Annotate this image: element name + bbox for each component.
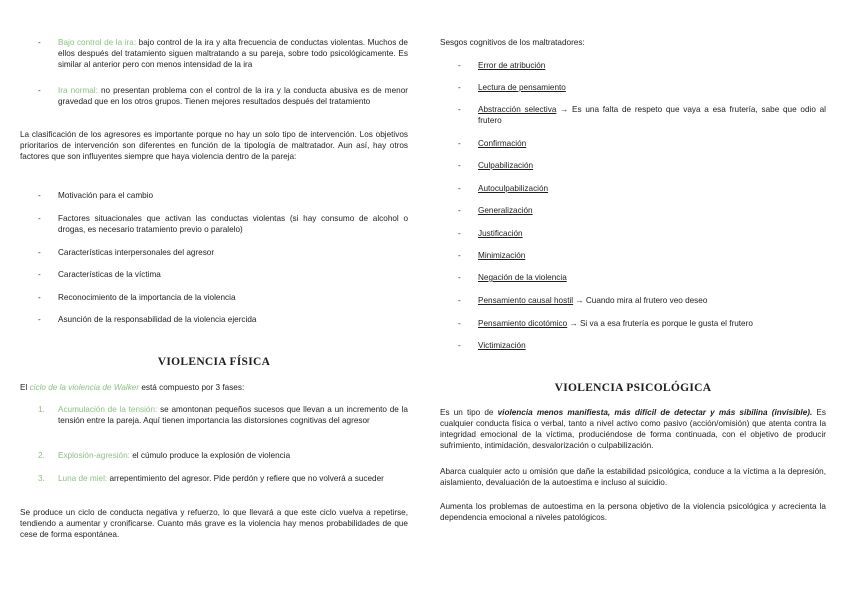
bullet-dash: - [458, 184, 461, 193]
bullet-dash: - [458, 296, 461, 305]
sesgo-term: Victimización [478, 341, 526, 350]
item-label: Acumulación de la tensión: [58, 405, 158, 414]
bullet-dash: - [458, 139, 461, 148]
item-number: 3. [38, 474, 45, 483]
sesgos-title: Sesgos cognitivos de los maltratadores: [440, 38, 585, 47]
sesgo-term: Justificación [478, 229, 523, 238]
item-number: 1. [38, 405, 45, 414]
bullet-dash: - [38, 191, 41, 200]
section-heading-fisica: VIOLENCIA FÍSICA [157, 356, 271, 368]
sesgo-term: Lectura de pensamiento [478, 83, 566, 92]
paragraph-clasificacion: La clasificación de los agresores es importante porque no hay un solo tipo de intervención. Los objetivos prioritarios de intervención son diferentes en función de la tipología de maltratador. Aun así, hay otros factores que son influyentes siempre que haya violencia dentro de la pareja: [20, 130, 408, 161]
sesgo-term: Abstracción selectiva [478, 105, 557, 114]
sesgo-term: Pensamiento dicotómico [478, 319, 568, 328]
bullet-dash: - [458, 251, 461, 260]
item-text: bajo control de la ira y alta frecuencia de conductas violentas. Muchos de ellos después del tratamiento siguen maltratando a su pareja, sobre todo psicológicamente. Es similar al anterior pero con menos intensidad de la ira [58, 38, 408, 69]
sesgo-item [440, 104, 826, 126]
item-text: Factores situacionales que activan las conductas violentas (si hay consumo de alcohol o drogas, es necesario tratamiento previo o paralelo) [58, 214, 408, 234]
paragraph-psico-3: Aumenta los problemas de autoestima en la persona objetivo de la violencia psicológica y acrecienta la dependencia emocional a niveles patológicos. [440, 502, 826, 522]
sesgo-item [440, 60, 826, 71]
list-item [20, 37, 408, 70]
paragraph-ciclo: Se produce un ciclo de conducta negativa y refuerzo, lo que llevará a que este ciclo vuelva a repetirse, tendiendo a aumentar y cronificarse. Cuanto más grave es la violencia hay menos probabilidades de que cese de forma espontánea. [20, 508, 408, 539]
bullet-dash: - [38, 38, 41, 47]
sesgo-item [440, 272, 826, 283]
sesgo-term: Negación de la violencia [478, 273, 567, 282]
item-text: se amontonan pequeños sucesos que llevan a un incremento de la tensión entre la pareja. Aquí tienen importancia las distorsiones cognitivas del agresor [58, 405, 408, 425]
numbered-item [20, 404, 408, 426]
sesgo-item [440, 183, 826, 194]
item-text: no presentan problema con el control de la ira y la conducta abusiva es de menor gravedad que en los otros grupos. Tienen mejores resultados después del tratamiento [58, 86, 408, 106]
list-item [20, 247, 408, 258]
bullet-dash: - [38, 315, 41, 324]
item-label: Bajo control de la ira: [58, 38, 137, 47]
sesgo-item [440, 205, 826, 216]
sesgo-term: Confirmación [478, 139, 527, 148]
intro-post: está compuesto por 3 fases: [139, 383, 245, 392]
list-item [20, 85, 408, 107]
item-text: Características de la víctima [58, 270, 161, 279]
numbered-item [20, 450, 408, 461]
sesgo-term: Error de atribución [478, 61, 546, 70]
item-text: arrepentimiento del agresor. Pide perdón y refiere que no volverá a suceder [107, 474, 384, 483]
bullet-dash: - [458, 61, 461, 70]
bullet-dash: - [38, 248, 41, 257]
section-heading-psicologica: VIOLENCIA PSICOLÓGICA [554, 382, 712, 394]
bullet-dash: - [38, 214, 41, 223]
bullet-dash: - [38, 86, 41, 95]
paragraph-ciclo-intro [20, 382, 408, 393]
bullet-dash: - [38, 293, 41, 302]
list-item [20, 213, 408, 235]
sesgo-item [440, 250, 826, 261]
psico-pre: Es un tipo de [440, 408, 498, 417]
sesgo-term: Culpabilización [478, 161, 534, 170]
bullet-dash: - [458, 83, 461, 92]
sesgo-example: → Es una falta de respeto que vaya a esa frutería, sabe que odio al frutero [478, 105, 826, 125]
item-label: Ira normal: [58, 86, 98, 95]
sesgo-term: Generalización [478, 206, 533, 215]
bullet-dash: - [458, 273, 461, 282]
sesgo-item [440, 228, 826, 239]
bullet-dash: - [458, 341, 461, 350]
item-text: el cúmulo produce la explosión de violencia [129, 451, 291, 460]
intro-italic: ciclo de la violencia de Walker [29, 383, 140, 392]
list-item [20, 190, 408, 201]
sesgo-item [440, 138, 826, 149]
bullet-dash: - [458, 206, 461, 215]
sesgo-term: Pensamiento causal hostil [478, 296, 574, 305]
bullet-dash: - [458, 161, 461, 170]
sesgo-item [440, 340, 826, 351]
list-item [20, 314, 408, 325]
list-item [20, 292, 408, 303]
intro-pre: El [20, 383, 30, 392]
sesgo-term: Autoculpabilización [478, 184, 549, 193]
psico-post: Es cualquier conducta física o verbal, tanto a nivel activo como pasivo (acción/omisión) que atenta contra la integridad emocional de la víctima, produciéndose de forma continuada, con el objetivo de producir sufrimiento, intimidación, desvalorización o culpabilización. [440, 408, 826, 450]
item-label: Luna de miel: [58, 474, 108, 483]
list-item [20, 269, 408, 280]
bullet-dash: - [458, 319, 461, 328]
sesgo-example: → Si va a esa frutería es porque le gusta el frutero [567, 319, 753, 328]
sesgo-term: Minimización [478, 251, 526, 260]
bullet-dash: - [458, 229, 461, 238]
sesgo-item [440, 295, 826, 306]
bullet-dash: - [38, 270, 41, 279]
item-text: Reconocimiento de la importancia de la violencia [58, 293, 236, 302]
numbered-item [20, 473, 408, 484]
item-number: 2. [38, 451, 45, 460]
bullet-dash: - [458, 105, 461, 114]
paragraph-psico-2: Abarca cualquier acto u omisión que dañe la estabilidad psicológica, conduce a la víctima a la depresión, aislamiento, devaluación de la autoestima e incluso al suicidio. [440, 467, 826, 487]
psico-emphasis: violencia menos manifiesta, más difícil de detectar y más sibilina (invisible). [497, 408, 813, 417]
sesgo-item [440, 318, 826, 329]
item-text: Motivación para el cambio [58, 191, 154, 200]
sesgo-item [440, 82, 826, 93]
paragraph-psico-1 [440, 407, 826, 451]
item-label: Explosión-agresión: [58, 451, 130, 460]
item-text: Asunción de la responsabilidad de la violencia ejercida [58, 315, 257, 324]
sesgo-example: → Cuando mira al frutero veo deseo [573, 296, 708, 305]
sesgo-item [440, 160, 826, 171]
item-text: Características interpersonales del agresor [58, 248, 215, 257]
